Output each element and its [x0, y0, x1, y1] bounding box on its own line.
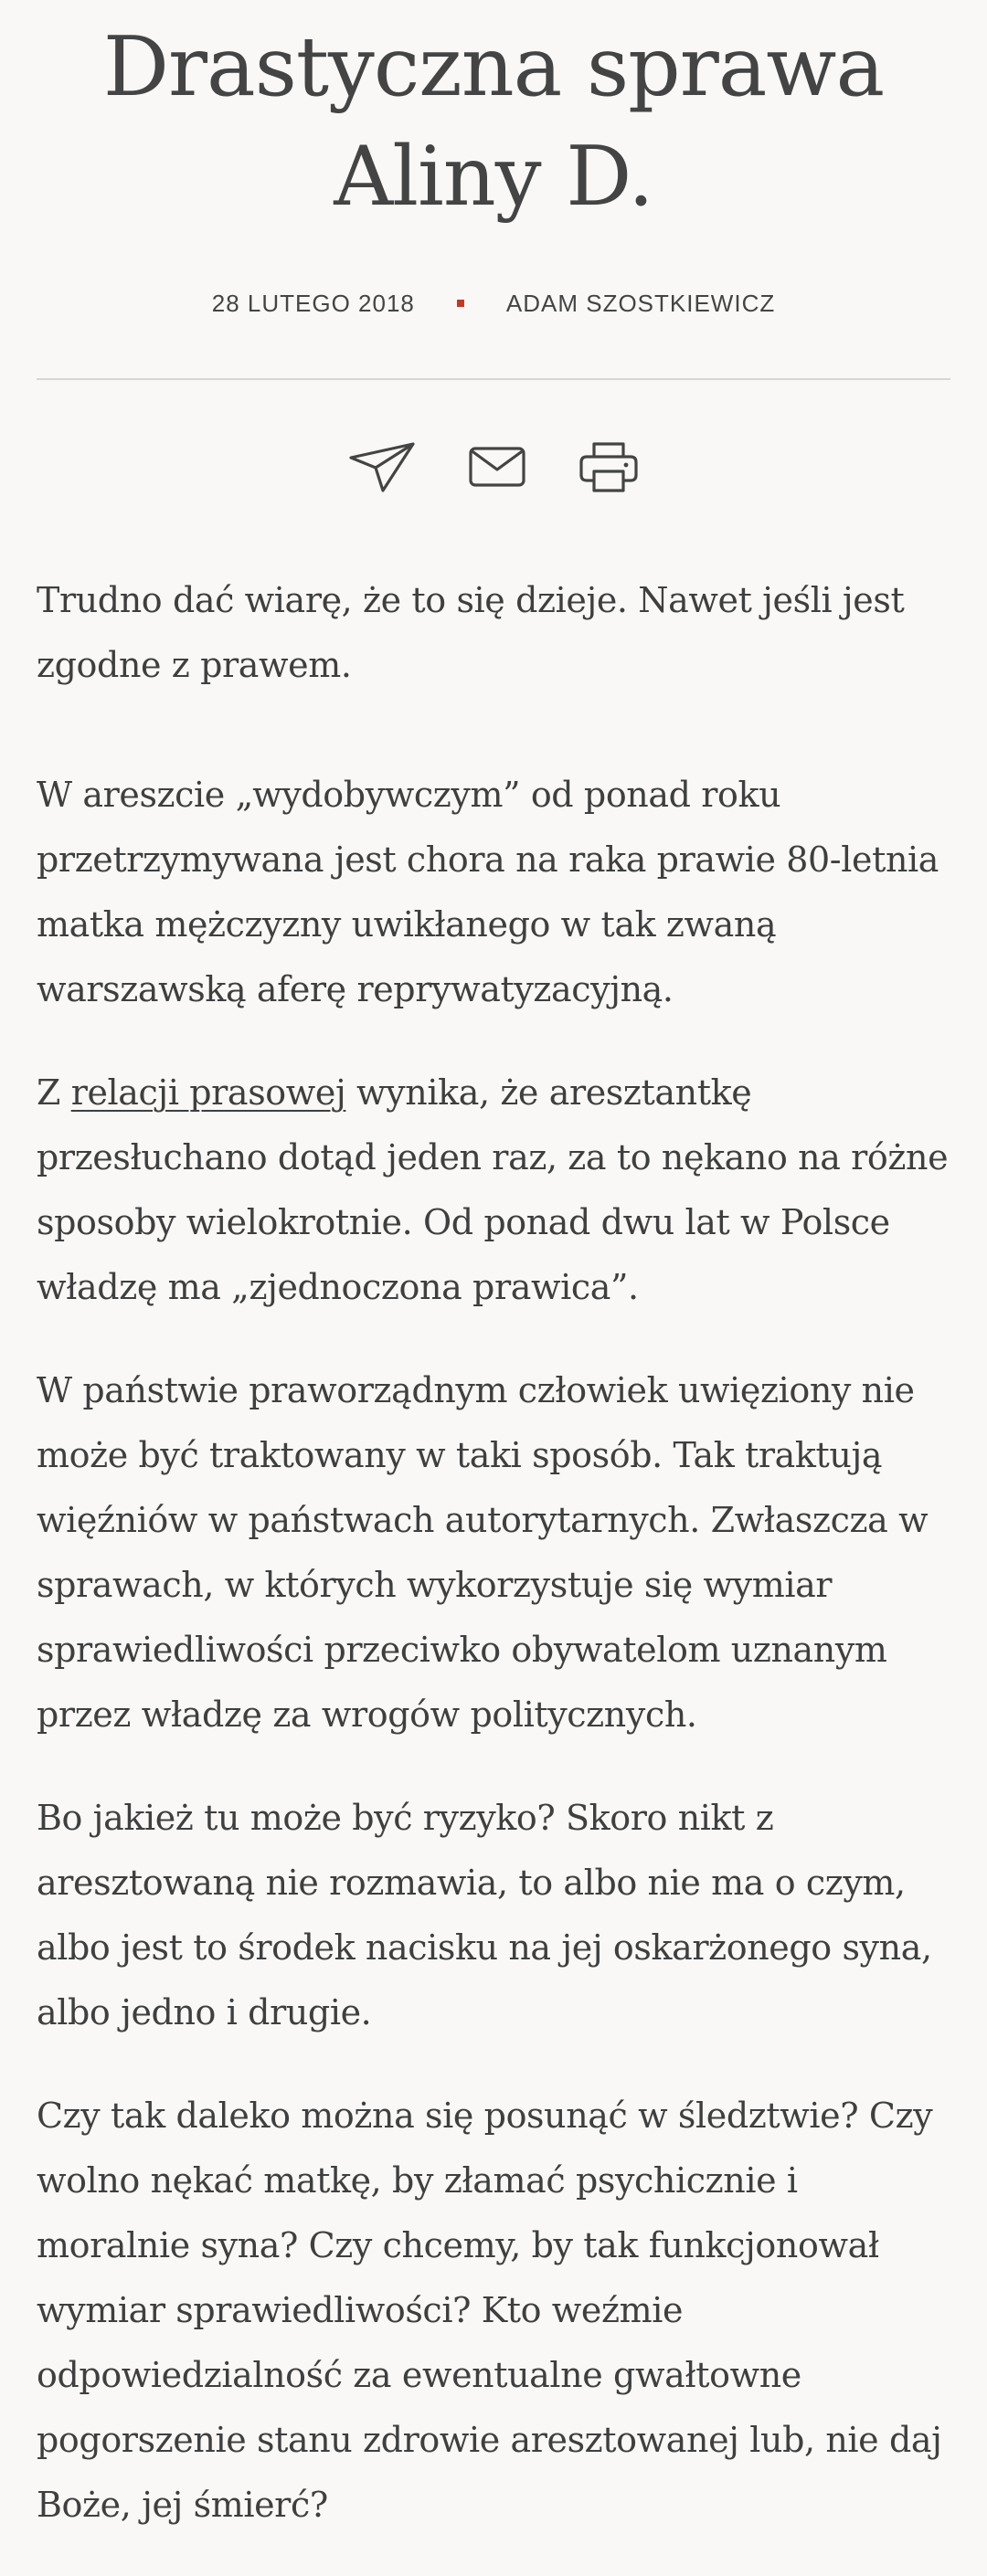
article-title: Drastyczna sprawa Aliny D. — [102, 19, 885, 225]
send-icon — [348, 440, 416, 493]
share-button[interactable] — [348, 440, 416, 493]
author-name[interactable]: ADAM SZOSTKIEWICZ — [505, 289, 776, 317]
paragraph-1: W areszcie „wydobywczym” od ponad roku przetrzymywana jest chora na raka prawie 80-letnia matka mężczyzny uwikłanego w tak zwaną warszawską aferę reprywatyzacyjną. — [37, 775, 939, 1009]
article-meta — [0, 287, 987, 320]
paragraph-2-suffix: wynika, że aresztantkę przesłuchano dotąd jeden raz, za to nękano na różne sposoby wielokrotnie. Od ponad dwu lat w Polsce władzę ma „zjednoczona prawica”. — [37, 1072, 949, 1307]
share-toolbar — [0, 437, 987, 497]
print-icon — [578, 440, 639, 493]
header-divider — [37, 378, 950, 380]
article-lead: Trudno dać wiarę, że to się dzieje. Nawet jeśli jest zgodne z prawem. — [37, 580, 905, 685]
print-button[interactable] — [578, 440, 639, 493]
meta-separator — [457, 300, 464, 307]
paragraph-2 — [37, 1061, 950, 1320]
email-button[interactable] — [469, 446, 525, 488]
article-body — [37, 568, 950, 2576]
press-report-link[interactable]: relacji prasowej — [70, 1072, 346, 1113]
publish-date: 28 LUTEGO 2018 — [211, 289, 415, 317]
mail-icon — [469, 446, 525, 488]
paragraph-3: W państwie praworządnym człowiek uwięziony nie może być traktowany w taki sposób. Tak traktują więźniów w państwach autorytarnych. Zwłaszcza w sprawach, w których wykorzystuje się wymiar sprawiedliwości przeciwko obywatelom uznanym przez władzę za wrogów politycznych. — [37, 1370, 929, 1735]
paragraph-5: Czy tak daleko można się posunąć w śledztwie? Czy wolno nękać matkę, by złamać psychicznie i moralnie syna? Czy chcemy, by tak funkcjonował wymiar sprawiedliwości? Kto weźmie odpowiedzialność za ewentualne gwałtowne pogorszenie stanu zdrowie aresztowanej lub, nie daj Boże, jej śmierć? — [37, 2096, 942, 2525]
paragraph-2-prefix: Z — [37, 1072, 71, 1113]
paragraph-4: Bo jakież tu może być ryzyko? Skoro nikt z aresztowaną nie rozmawia, to albo nie ma o czym, albo jest to środek nacisku na jej oskarżonego syna, albo jedno i drugie. — [37, 1798, 932, 2032]
